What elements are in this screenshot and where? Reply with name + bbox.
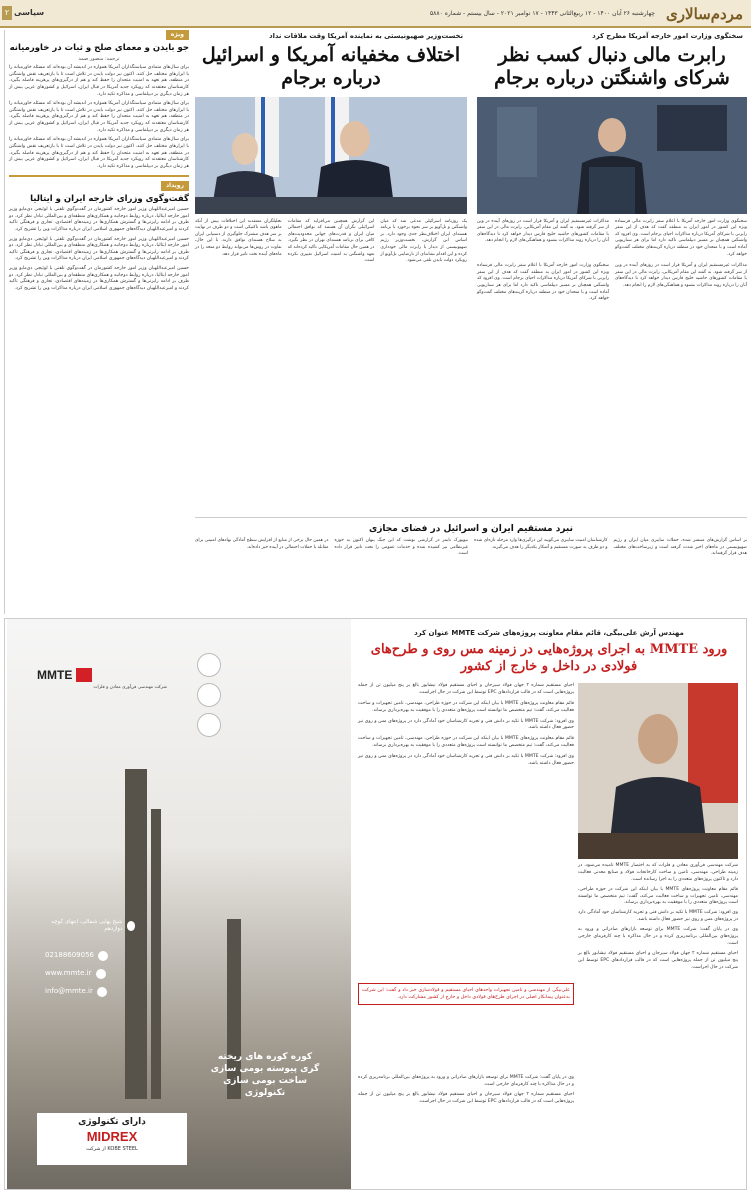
sidebar-text-2b: حسین امیرعبداللهیان وزیر امور خارجه کشورمان در گفت‌وگوی تلفنی با لوئیجی دی‌مایو وزیر امور خارجه ایتالیا، درباره روابط دوجانبه و همکاری‌های منطقه‌ای و بین‌المللی تبادل نظر کرد. دو طرف بر ادامه رایزنی‌ها و گسترش همکاری‌ها در زمینه‌های اقتصادی، تجاری و فرهنگی تاکید کردند و امیرعبداللهیان دیدگاه‌های جمهوری اسلامی ایران درباره مذاکرات وین را تشریح کرد. <box>9 236 189 262</box>
advertorial-highlight: علی‌بیگی از مهندسی و تامین تجهیزات واحدهای احیای مستقیم و فولادسازی خبر داد و گفت: این شرکت به‌عنوان پیمانکار اصلی در اجرای طرح‌های فولادی داخل و خارج از کشور مشارکت دارد. <box>358 983 574 1005</box>
certificate-badge-icon <box>197 683 221 707</box>
sidebar-text-2: حسین امیرعبداللهیان وزیر امور خارجه کشورمان در گفت‌وگوی تلفنی با لوئیجی دی‌مایو وزیر امور خارجه ایتالیا، درباره روابط دوجانبه و همکاری‌های منطقه‌ای و بین‌المللی تبادل نظر کرد. دو طرف بر ادامه رایزنی‌ها و گسترش همکاری‌ها در زمینه‌های اقتصادی، تجاری و فرهنگی تاکید کردند و امیرعبداللهیان دیدگاه‌های جمهوری اسلامی ایران درباره مذاکرات وین را تشریح کرد. <box>9 206 189 232</box>
story-left-col-2: این گزارش همچنین می‌افزاید که مقامات اسرائیلی نگران آن هستند که توافق احتمالی میان ایران و قدرت‌های جهانی محدودیت‌های کافی برای برنامه هسته‌ای تهران در نظر نگیرد. در همین حال مقامات آمریکایی تاکید کرده‌اند که تعهد واشنگتن به امنیت اسرائیل تغییری نکرده است. <box>287 218 375 264</box>
story-right-headline: رابرت مالی دنبال کسب نظر شرکای واشنگتن درباره برجام <box>494 44 730 90</box>
sidebar <box>4 30 189 614</box>
ad-tagline: کوره کوره های ریخته گری پیوسته بومی سازی ساخت بومی سازی تکنولوژی <box>210 1052 320 1099</box>
advertorial-kicker: مهندس آرش علی‌بیگی، قائم مقام معاونت پروژه‌های شرکت MMTE عنوان کرد <box>414 629 684 637</box>
sidebar-text-1: برای سال‌های متمادی سیاستگذاران آمریکا همواره در اندیشه آن بوده‌اند که مسئله خاورمیانه را با ابزارهای مختلف حل کنند. اکنون نیز دولت بایدن در تلاش است تا با بازتعریف نقش واشنگتن در منطقه، هم تعهد به امنیت متحدان را حفظ کند و هم از درگیری‌های پرهزینه فاصله بگیرد. کارشناسان معتقدند که رویکرد جدید آمریکا در قبال ایران، اسرائیل و کشورهای عربی بیش از هر زمان دیگری بر دیپلماسی و مذاکره تکیه دارد. <box>9 64 189 97</box>
advertorial-side-1: شرکت مهندسی فن‌آوری معادن و فلزات که به اختصار MMTE نامیده می‌شود، در زمینه طراحی، مهندسی، تامین و ساخت کارخانجات فولاد و صنایع معدنی فعالیت دارد و تاکنون پروژه‌های متعددی را به اجرا رسانده است. <box>578 863 738 882</box>
plant-tower-graphic <box>125 769 147 1099</box>
sidebar-title-2: گفت‌وگوی وزرای خارجه ایران و ایتالیا <box>30 193 189 204</box>
story-right-col-3: مذاکرات غیرمستقیم ایران و آمریکا قرار است در روزهای آینده در وین از سر گرفته شود. به گفته این مقام آمریکایی، رابرت مالی در این سفر با مقامات کشورهای حاشیه خلیج فارس دیدار خواهد کرد تا دیدگاه‌های آنان را درباره روند مذاکرات بشنود و هماهنگی‌های لازم را انجام دهد. <box>615 263 747 288</box>
midrex-sub: KOBE STEEL از شرکت <box>86 1145 138 1152</box>
page-number: ۲ <box>2 6 12 20</box>
strip-col-4: در همین حال برخی از منابع از افزایش سطح آمادگی نهادهای امنیتی برای مقابله با حملات احتمالی در آینده خبر داده‌اند. <box>195 538 329 550</box>
mmte-logo-icon <box>76 668 92 682</box>
story-right-kicker: سخنگوی وزارت امور خارجه آمریکا مطرح کرد <box>592 32 743 40</box>
globe-icon <box>96 969 106 979</box>
mmte-logo <box>37 667 92 683</box>
strip-col-1: بر اساس گزارش‌های منتشر شده، حملات سایبری میان ایران و رژیم صهیونیستی در ماه‌های اخیر شدت گرفته است و زیرساخت‌های مختلف هدف قرار گرفته‌اند. <box>613 538 747 557</box>
plant-tower-graphic <box>151 809 161 1099</box>
story-right-col-2: مذاکرات غیرمستقیم ایران و آمریکا قرار است در روزهای آینده در وین از سر گرفته شود. به گفته این مقام آمریکایی، رابرت مالی در این سفر با مقامات کشورهای حاشیه خلیج فارس دیدار خواهد کرد تا دیدگاه‌های آنان را درباره روند مذاکرات بشنود و هماهنگی‌های لازم را انجام دهد. <box>477 218 609 244</box>
advertorial-body-2 <box>358 1075 574 1106</box>
midrex-prefix: دارای تکنولوژی <box>78 1117 146 1127</box>
story-left-photo <box>195 97 467 214</box>
sidebar-label-1: ویژه <box>166 30 189 40</box>
advertorial-para-5: وی افزود: شرکت MMTE با تکیه بر دانش فنی و تجربه کارشناسان خود آمادگی دارد در پروژه‌های مس و روی نیز حضور فعال داشته باشد. <box>358 754 574 767</box>
strip-body <box>195 538 747 558</box>
story-left-col-1: یک روزنامه اسرائیلی مدعی شد که میان واشنگتن و تل‌آویو بر سر نحوه برخورد با برنامه هسته‌ای ایران اختلاف‌نظر جدی وجود دارد. بر اساس این گزارش، نخست‌وزیر رژیم صهیونیستی از دیدار با رابرت مالی خودداری کرده و این اقدام نشانه‌ای از نارضایتی تل‌آویو از رویکرد دولت بایدن تلقی می‌شود. <box>380 218 467 264</box>
sidebar-divider <box>9 175 189 177</box>
mmte-brand-name: MMTE <box>37 668 73 682</box>
advertorial-side-4: وی در پایان گفت: شرکت MMTE برای توسعه بازارهای صادراتی و ورود به پروژه‌های بین‌المللی برنامه‌ریزی کرده و در حال مذاکره با چند کارفرمای خارجی است. <box>578 927 738 946</box>
certificate-badge-icon <box>197 713 221 737</box>
ad-phone-text: 02188609056 <box>45 951 94 960</box>
certificate-badge-icon <box>197 653 221 677</box>
sidebar-text-2c: حسین امیرعبداللهیان وزیر امور خارجه کشورمان در گفت‌وگوی تلفنی با لوئیجی دی‌مایو وزیر امور خارجه ایتالیا، درباره روابط دوجانبه و همکاری‌های منطقه‌ای و بین‌المللی تبادل نظر کرد. دو طرف بر ادامه رایزنی‌ها و گسترش همکاری‌ها در زمینه‌های اقتصادی، تجاری و فرهنگی تاکید کردند و امیرعبداللهیان دیدگاه‌های جمهوری اسلامی ایران درباره مذاکرات وین را تشریح کرد. <box>9 266 189 292</box>
masthead <box>0 0 751 28</box>
strip-headline: نبرد مستقیم ایران و اسرائیل در فضای مجازی <box>368 524 573 534</box>
advertorial-para-1: احیای مستقیم شماره ۲ جهان فولاد سیرجان و احیای مستقیم فولاد نیشابور بالغ بر پنج میلیون تن از جمله پروژه‌هایی است که در قالب قراردادهای EPC توسط این شرکت در حال اجراست. <box>358 683 574 695</box>
email-icon <box>97 987 107 997</box>
story-right-photo <box>477 97 747 214</box>
story-right-body <box>477 219 747 259</box>
section-label: سیاسی <box>14 8 45 17</box>
advertorial-para-3: وی افزود: شرکت MMTE با تکیه بر دانش فنی و تجربه کارشناسان خود آمادگی دارد در پروژه‌های مس و روی نیز حضور فعال داشته باشد. <box>358 718 574 731</box>
newspaper-logo: مردم‌سالاری <box>666 5 743 23</box>
advertorial-article <box>354 619 744 1189</box>
strip-col-2: کارشناسان امنیت سایبری می‌گویند این درگیری‌ها وارد مرحله تازه‌ای شده و دو طرف به صورت مستقیم و آشکار یکدیگر را هدف می‌گیرند. <box>474 538 608 550</box>
story-right-col-1: سخنگوی وزارت امور خارجه آمریکا با اعلام سفر رابرت مالی فرستاده ویژه این کشور در امور ایران به منطقه گفت که هدف از این سفر رایزنی با شرکای آمریکا درباره مذاکرات احیای برجام است. وی افزود که واشنگتن همچنان بر مسیر دیپلماسی تاکید دارد اما برای هر سناریویی آماده است و با متحدان خود در منطقه درباره گزینه‌های مختلف گفت‌وگو خواهد کرد. <box>615 218 747 257</box>
date-line: چهارشنبه ۲۶ آبان ۱۴۰۰ - ۱۲ ربیع‌الثانی ۱۴۴۳ - ۱۷ نوامبر ۲۰۲۱ - سال بیستم - شماره ۵۸۸۰ <box>429 10 655 17</box>
ad-email-text[interactable]: info@mmte.ir <box>45 987 93 996</box>
story-right-col-4: سخنگوی وزارت امور خارجه آمریکا با اعلام سفر رابرت مالی فرستاده ویژه این کشور در امور ایران به منطقه گفت که هدف از این سفر رایزنی با شرکای آمریکا درباره مذاکرات احیای برجام است. وی افزود که واشنگتن همچنان بر مسیر دیپلماسی تاکید دارد اما برای هر سناریویی آماده است و با متحدان خود در منطقه درباره گزینه‌های مختلف گفت‌وگو خواهد کرد. <box>477 263 609 302</box>
advertorial-side-5: احیای مستقیم شماره ۲ جهان فولاد سیرجان و احیای مستقیم فولاد نیشابور بالغ بر پنج میلیون تن از جمله پروژه‌هایی است که در قالب قراردادهای EPC توسط این شرکت در حال اجراست. <box>578 950 738 970</box>
advertorial-para-2: قائم مقام معاونت پروژه‌های MMTE با بیان اینکه این شرکت در حوزه طراحی، مهندسی، تامین تجهیزات و ساخت فعالیت می‌کند، گفت: تیم متخصص ما توانسته است پروژه‌های متعددی را با موفقیت به بهره‌برداری برساند. <box>358 700 575 713</box>
ad-email[interactable] <box>45 987 107 997</box>
location-pin-icon <box>127 921 136 931</box>
meeting-photo <box>195 97 467 214</box>
top-section <box>0 30 751 614</box>
story-left-kicker: نخست‌وزیر صهیونیستی به نماینده آمریکا وقت ملاقات نداد <box>269 32 463 40</box>
advertorial-side-2: قائم مقام معاونت پروژه‌های MMTE با بیان اینکه این شرکت در حوزه طراحی، مهندسی، تامین تجهیزات و ساخت فعالیت می‌کند، گفت: تیم متخصص ما توانسته است پروژه‌های متعددی را با موفقیت به بهره‌برداری برساند. <box>578 886 739 906</box>
story-left-body <box>195 219 467 265</box>
story-left-headline: اختلاف مخفیانه آمریکا و اسرائیل درباره برجام <box>201 44 461 90</box>
advertorial-body <box>358 683 574 772</box>
advertorial-para-7: احیای مستقیم شماره ۲ جهان فولاد سیرجان و احیای مستقیم فولاد نیشابور بالغ بر پنج میلیون تن از جمله پروژه‌هایی است که در قالب قراردادهای EPC توسط این شرکت در حال اجراست. <box>358 1091 574 1104</box>
phone-icon <box>98 951 108 961</box>
ad-website-text[interactable]: www.mmte.ir <box>45 969 92 978</box>
advertorial-para-4: قائم مقام معاونت پروژه‌های MMTE با بیان اینکه این شرکت در حوزه طراحی، مهندسی، تامین تجهیزات و ساخت فعالیت می‌کند، گفت: تیم متخصص ما توانسته است پروژه‌های متعددی را با موفقیت به بهره‌برداری برساند. <box>358 736 575 749</box>
ad-address-text: شیخ بهایی شمالی، انتهای کوچه دوازدهم <box>51 919 123 933</box>
sidebar-text-1c: برای سال‌های متمادی سیاستگذاران آمریکا همواره در اندیشه آن بوده‌اند که مسئله خاورمیانه را با ابزارهای مختلف حل کنند. اکنون نیز دولت بایدن در تلاش است تا با بازتعریف نقش واشنگتن در منطقه، هم تعهد به امنیت متحدان را حفظ کند و هم از درگیری‌های پرهزینه فاصله بگیرد. کارشناسان معتقدند که رویکرد جدید آمریکا در قبال ایران، اسرائیل و کشورهای عربی بیش از هر زمان دیگری بر دیپلماسی و مذاکره تکیه دارد. <box>9 137 189 170</box>
advertorial-side-3: وی افزود: شرکت MMTE با تکیه بر دانش فنی و تجربه کارشناسان خود آمادگی دارد در پروژه‌های مس و روی نیز حضور فعال داشته باشد. <box>578 910 738 923</box>
advertorial-headline: ورود MMTE به اجرای پروژه‌هایی در زمینه مس روی و طرح‌های فولادی در داخل و خارج از کشور <box>370 642 728 675</box>
ad-website[interactable] <box>45 969 106 979</box>
advertorial-side <box>578 863 738 971</box>
strip-col-3: نیویورک تایمز در گزارشی نوشت که این جنگ پنهان اکنون به حوزه غیرنظامی نیز کشیده شده و خدمات عمومی را تحت تاثیر قرار داده است. <box>334 538 468 557</box>
advertorial <box>4 618 747 1190</box>
mmte-brand-sub: شرکت مهندسی فن‌آوری معادن و فلزات <box>93 685 167 690</box>
sidebar-title-1: جو بایدن و معمای صلح و ثبات در خاورمیانه <box>9 43 189 54</box>
sidebar-text-1b: برای سال‌های متمادی سیاستگذاران آمریکا همواره در اندیشه آن بوده‌اند که مسئله خاورمیانه را با ابزارهای مختلف حل کنند. اکنون نیز دولت بایدن در تلاش است تا با بازتعریف نقش واشنگتن در منطقه، هم تعهد به امنیت متحدان را حفظ کند و هم از درگیری‌های پرهزینه فاصله بگیرد. کارشناسان معتقدند که رویکرد جدید آمریکا در قبال ایران، اسرائیل و کشورهای عربی بیش از هر زمان دیگری بر دیپلماسی و مذاکره تکیه دارد. <box>9 101 189 133</box>
sidebar-author-1: ترجمه: منصور صمد <box>78 56 120 63</box>
story-left <box>195 30 467 265</box>
story-right-body-2 <box>477 263 747 303</box>
advertorial-para-6: وی در پایان گفت: شرکت MMTE برای توسعه بازارهای صادراتی و ورود به پروژه‌های بین‌المللی برنامه‌ریزی کرده و در حال مذاکره با چند کارفرمای خارجی است. <box>358 1075 575 1087</box>
ad-address <box>45 919 135 934</box>
midrex-logo: MIDREX <box>86 1129 138 1145</box>
story-right <box>477 30 747 303</box>
advertorial-portrait <box>578 683 738 859</box>
story-left-col-3: تحلیلگران معتقدند این اختلافات بیش از آنکه ماهوی باشد تاکتیکی است و دو طرف در نهایت بر سر هدف مشترک جلوگیری از دستیابی ایران به سلاح هسته‌ای توافق دارند. با این حال، تفاوت در روش‌ها می‌تواند روابط دو متحد را در ماه‌های آینده تحت تاثیر قرار دهد. <box>194 218 282 257</box>
ad-phone <box>45 951 108 961</box>
press-briefing-photo <box>477 97 747 214</box>
sidebar-label-2: رویداد <box>161 181 189 191</box>
midrex-box <box>37 1113 187 1165</box>
strip-article <box>195 517 747 614</box>
portrait-photo <box>578 683 738 859</box>
mmte-ad <box>7 619 351 1189</box>
